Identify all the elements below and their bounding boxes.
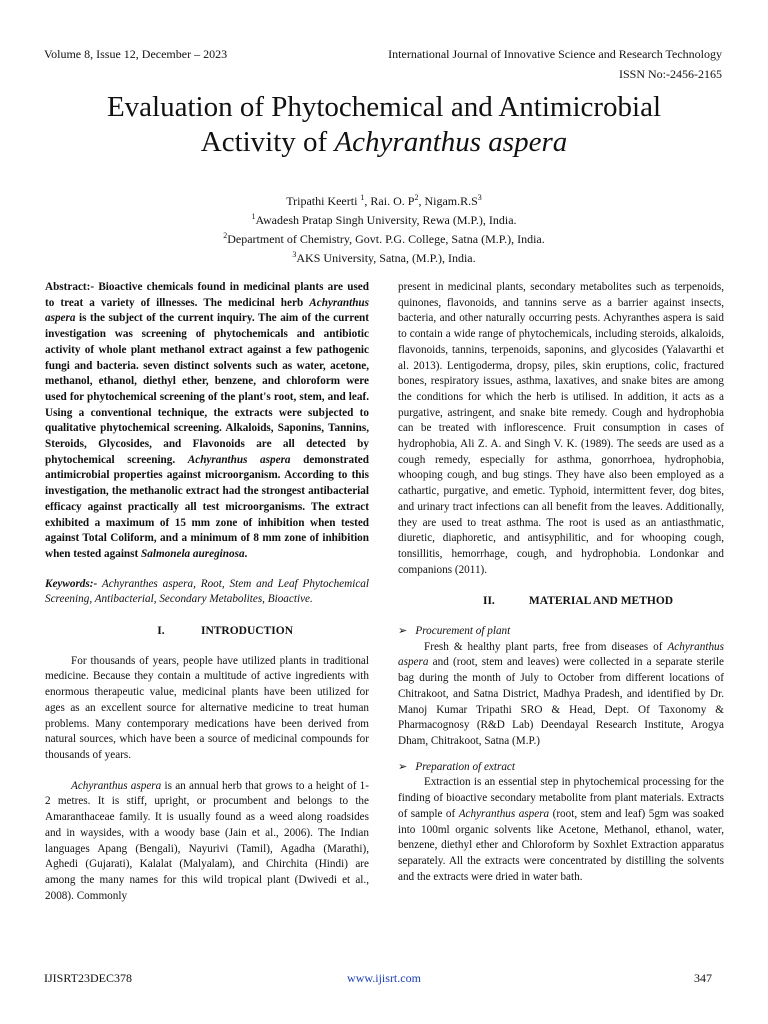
intro-paragraph-1: For thousands of years, people have utilized plants in traditional medicine. Because they contain a multitude of active ingredients with enormous therapeutic value, medicinal plants have been utilized for ages as an excellent source for alternative medicine to treat human problems. Many contemporary medications have been derived from natural sources, which have been a source of medicinal compounds for thousands of years. (45, 654, 369, 761)
extract-species: Achyranthus aspera (458, 807, 550, 820)
affiliation-1-text: Awadesh Pratap Singh University, Rewa (M.P.), India. (255, 213, 517, 227)
author-3-sup: 3 (477, 193, 482, 202)
intro-species: Achyranthus aspera (71, 779, 162, 792)
abstract-species-3: Salmonela aureginosa (141, 547, 245, 560)
author-block (0, 190, 768, 266)
affiliation-1-sup: 1 (251, 212, 256, 221)
title-line-1: Evaluation of Phytochemical and Antimicrobial (106, 91, 662, 123)
extract-part-1: Extraction is an essential step in phytochemical processing for the finding of bioactive secondary metabolite from plant materials. Extracts of sample of (398, 776, 724, 820)
footer-page-number: 347 (694, 971, 712, 985)
abstract (45, 280, 369, 563)
arrow-bullet-icon: ➢ (398, 760, 408, 773)
journal-issn: ISSN No:-2456-2165 (618, 67, 722, 81)
extract-part-2: (root, stem and leaf) 5gm was soaked into 100ml organic solvents like Acetone, Methanol, ethanol, water, benzene, diethyl ether and Chloroform by Soxhlet Extraction apparatus separately. All the extracts were concentrated by distilling the solvents and the extracts were dried in water bath. (398, 807, 724, 883)
subheading-extract (398, 760, 724, 776)
section-heading-material-method (398, 594, 724, 610)
right-column (398, 280, 724, 885)
footer-paper-code: IJISRT23DEC378 (44, 971, 132, 985)
intro-paragraph-2-text: is an annual herb that grows to a height of 1-2 metres. It is stiff, upright, or procumbent and belongs to the Amaranthaceae family. It is usually found as a weed along roadsides and in waysides, with a woody base (Jain et al., 2006). The Indian languages Apang (Bengali), Nayurivi (Tamil), Agadha (Marathi), Aghedi (Gujarati), Kalalat (Malyalam), and Chirchita (Hindi) are among the many names for this wild tropical plant (Dwivedi et al., 2008). Commonly (45, 779, 369, 902)
affiliation-2-text: Department of Chemistry, Govt. P.G. College, Satna (M.P.), India. (227, 232, 545, 246)
abstract-part-4: . (244, 547, 248, 560)
subheading-extract-text: Preparation of extract (415, 760, 516, 773)
title-line-2-prefix: Activity of (200, 126, 335, 158)
left-column (45, 280, 369, 904)
abstract-part-3: demonstrated antimicrobial properties against microorganism. According to this investigation, the methanolic extract had the strongest antibacterial efficacy against practically all test microorganisms. The extract exhibited a maximum of 15 mm zone of inhibition when tested against Total Coliform, and a minimum of 8 mm zone of inhibition when tested against (45, 453, 369, 560)
procurement-part-2: and (root, stem and leaves) were collected in a separate sterile bag during the month of July to October from different locations of Chitrakoot, and Satna District, Madhya Pradesh, and identified by Dr. Manoj Kumar Tripathi SRO & Head, Dept. Of Taxonomy & Pharmacognosy (R&D Lab) Deendayal Research Institute, Arogya Dham, Chitrakoot, Satna (M.P.) (398, 656, 724, 747)
section-1-title: INTRODUCTION (200, 625, 293, 638)
keywords-text: Achyranthes aspera, Root, Stem and Leaf Phytochemical Screening, Antibacterial, Secondary Metabolites, Bioactive. (45, 577, 369, 606)
title-species: Achyranthus aspera (334, 126, 568, 158)
subheading-procurement (398, 624, 724, 640)
affiliation-2 (0, 228, 768, 247)
journal-name: International Journal of Innovative Science and Research Technology (388, 47, 722, 61)
author-names (0, 190, 768, 209)
affiliation-2-sup: 2 (223, 231, 228, 240)
procurement-part-1: Fresh & healthy plant parts, free from diseases of (424, 640, 668, 653)
section-2-title: MATERIAL AND METHOD (528, 595, 674, 608)
abstract-part-1: Abstract:- Bioactive chemicals found in medicinal plants are used to treat a variety of illnesses. The medicinal herb (45, 281, 369, 309)
footer-url-link[interactable]: www.ijisrt.com (347, 971, 421, 985)
affiliation-3 (0, 247, 768, 266)
affiliation-1 (0, 209, 768, 228)
author-3: , Nigam.R.S (418, 194, 478, 208)
section-heading-introduction (45, 624, 369, 640)
abstract-species-2: Achyranthus aspera (187, 453, 291, 466)
affiliation-3-sup: 3 (292, 250, 297, 259)
intro-continuation: present in medicinal plants, secondary metabolites such as terpenoids, quinones, flavonoids, and tannins serve as a barrier against insects, bacteria, and other naturally occurring pests. Achyranthes aspera is said to contain a wide range of phytochemicals, including steroids, alkaloids, flavonoids, tannins, terpenoids, saponins, and glycosides (Yalavarthi et al. 2013). Lentigoderma, dropsy, piles, skin eruptions, colic, fractured bones, respiratory issues, asthma, laxatives, and snake bites are among the conditions for which the herb is utilised. In addition, it acts as a purgative, astringent, and snake bite remedy. Cough and hydrophobia can be treated with inflorescence. Fruit consumption in cases of hydrophobia, Ali Z. A. and Singh V. K. (1989). The seeds are used as a cough remedy, especially for asthma, gonorrhoea, hydrophobia, whooping cough, and bug stings. They have also been employed as a cathartic, purgative, and emetic. Typhoid, intermittent fever, dog bites, and urinary tract infections can all benefit from the leaves. Additionally, they are used to treat asthma. The root is used as an antiasthmatic, diuretic, diaphoretic, and antisyphilitic, and for whooping cough, tonsillitis, hemorrhage, cough, and hydrophobia. Londonkar and companions (2011). (398, 281, 724, 576)
intro-paragraph-2 (45, 779, 369, 905)
subheading-procurement-text: Procurement of plant (415, 625, 511, 638)
extract-paragraph (398, 775, 724, 885)
author-1-sup: 1 (360, 193, 365, 202)
section-2-number: II. (482, 595, 495, 608)
affiliation-3-text: AKS University, Satna, (M.P.), India. (296, 251, 476, 265)
abstract-part-2: is the subject of the current inquiry. The aim of the current investigation was screening of phytochemicals and antibiotic activity of whole plant methanol extract against a few pathogenic fungi and bacteria. seven distinct solvents such as water, acetone, methanol, ethanol, diethyl ether, benzene, and chloroform were used for phytochemical screening of the plant's root, stem, and leaf. Using a conventional technique, the extracts were subjected to qualitative phytochemical screening. Alkaloids, Saponins, Tannins, Steroids, Glycosides, and Flavonoids are all detected by phytochemical screening. (45, 312, 369, 466)
arrow-bullet-icon: ➢ (398, 625, 408, 638)
procurement-paragraph (398, 640, 724, 750)
abstract-species-1: Achyranthus aspera (45, 296, 369, 325)
author-2: , Rai. O. P (364, 194, 415, 208)
procurement-species: Achyranthus aspera (398, 640, 724, 669)
journal-volume: Volume 8, Issue 12, December – 2023 (44, 47, 228, 61)
keywords-label: Keywords:- (45, 577, 98, 590)
paper-title (40, 90, 728, 160)
author-2-sup: 2 (414, 193, 419, 202)
author-1: Tripathi Keerti (286, 194, 361, 208)
section-1-number: I. (157, 625, 165, 638)
keywords (45, 577, 369, 608)
